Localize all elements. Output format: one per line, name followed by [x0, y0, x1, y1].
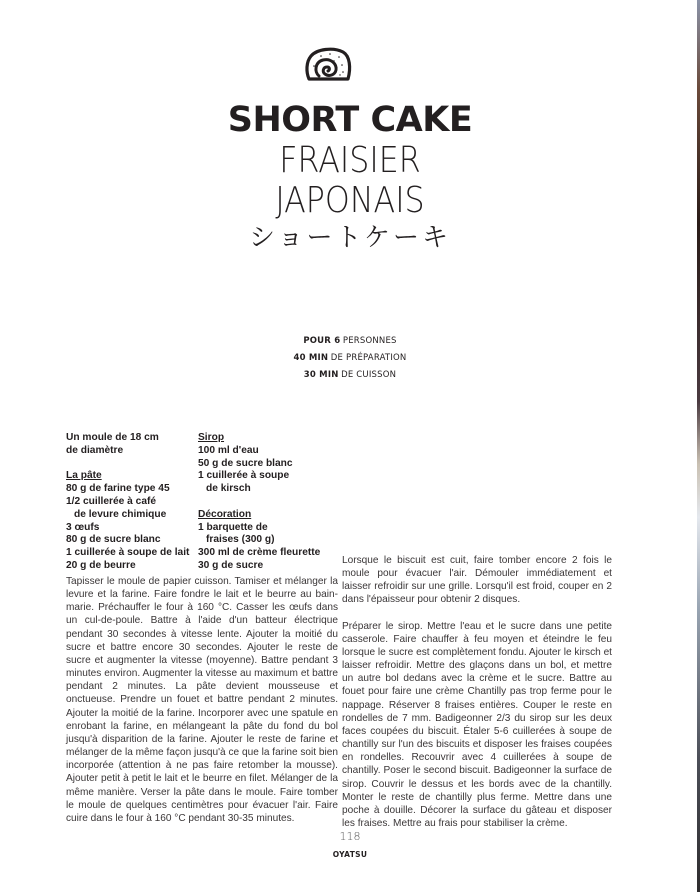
recipe-meta	[0, 332, 700, 383]
sirop-heading: Sirop	[198, 432, 225, 443]
cook-time-info	[0, 366, 700, 383]
ingredient-item: 300 ml de crème fleurette	[198, 547, 321, 559]
ingredient-item: 1 cuillerée à soupe	[198, 470, 290, 482]
ingredient-item: 80 g de sucre blanc	[66, 534, 161, 546]
prep-time-label: DE PRÉPARATION	[330, 353, 407, 363]
ingredients-left-column	[66, 432, 196, 573]
decoration-heading: Décoration	[198, 508, 252, 520]
instruction-paragraph: Lorsque le biscuit est cuit, faire tomber encore 2 fois le moule pour évacuer l'air. Démouler immédiatement et laisser refroidir sur une grille. Lorsqu'il est froid, couper en 2 dans l'épaisseur pour obtenir 2 disques.	[342, 555, 612, 606]
prep-time-info	[0, 349, 700, 366]
servings-label: PERSONNES	[342, 336, 397, 346]
mold-size: Un moule de 18 cm	[66, 432, 159, 443]
ingredient-item: de levure chimique	[74, 508, 167, 520]
ingredients-right-column	[198, 432, 348, 573]
ingredient-item: 80 g de farine type 45	[66, 483, 170, 495]
instructions-left-column	[66, 575, 338, 838]
page-number: 118	[339, 830, 361, 843]
recipe-title-main: SHORT CAKE	[227, 100, 473, 140]
instruction-paragraph: Préparer le sirop. Mettre l'eau et le sucre dans une petite casserole. Faire chauffer à feu moyen et éteindre le feu lorsque le sucre est complètement fondu. Ajouter le kirsch et laisser refroidir. Mettre des glaçons dans un bol, et mettre un autre bol dedans avec la crème et le sucre. Battre au fouet pour faire une crème Chantilly pas trop ferme pour le nappage. Réserver 8 fraises entières. Couper le reste en rondelles de 7 mm. Badigeonner 2/3 du sirop sur les deux faces coupées du biscuit. Étaler 5-6 cuillerées à soupe de chantilly sur l'un des biscuits et disposer les fraises coupées en rondelles. Recouvrir avec 4 cuillerées à soupe de chantilly. Poser le second biscuit. Badigeonner la surface de sirop. Couvrir le dessus et les bords avec de la chantilly. Monter le reste de chantilly plus ferme. Mettre dans une poche à douille. Décorer la surface du gâteau et disposer les fraises. Mettre au frais pour stabiliser la crème.	[342, 620, 612, 829]
ingredient-item: 30 g de sucre	[198, 559, 264, 571]
ingredient-item: 3 œufs	[66, 521, 100, 533]
ingredient-item: 1/2 cuillerée à café	[66, 495, 157, 507]
pate-heading: La pâte	[66, 470, 102, 482]
instruction-paragraph: Tapisser le moule de papier cuisson. Tamiser et mélanger la levure et la farine. Faire fondre le lait et le beurre au bain-marie. Préchauffer le four à 160 °C. Casser les œufs dans un cul-de-poule. Battre à l'aide d'un batteur électrique pendant 30 secondes à vitesse lente. Ajouter la moitié du sucre et battre encore 30 secondes. Ajouter le reste de sucre et augmenter la vitesse (moyenne). Battre pendant 3 minutes environ. Augmenter la vitesse au maximum et battre pendant 2 minutes. La pâte devient mousseuse et onctueuse. Prendre un fouet et battre pendant 2 minutes. Ajouter la moitié de la farine. Incorporer avec une spatule en enrobant la farine, en mélangeant la pâte du fond du bol jusqu'à disparition de la farine. Ajouter le reste de farine et mélanger de la même façon jusqu'à ce que la farine soit bien incorporée (attention à ne pas faire retomber la mousse). Ajouter petit à petit le lait et le beurre en filet. Mélanger de la même manière. Verser la pâte dans le moule. Faire tomber le moule de quelques centimètres pour évacuer l'air. Faire cuire dans le four à 160 °C pendant 30-35 minutes.	[66, 576, 338, 824]
book-section-title: OYATSU	[332, 850, 368, 859]
recipe-title-japanese: ショートケーキ	[249, 223, 451, 253]
ingredient-item: 50 g de sucre blanc	[198, 457, 293, 469]
cook-time-label: DE CUISSON	[341, 370, 397, 380]
ingredient-item: de kirsch	[206, 483, 251, 495]
cook-time-value: 30 MIN	[303, 370, 339, 380]
ingredient-item: 1 cuillerée à soupe de lait	[66, 547, 190, 559]
prep-time-value: 40 MIN	[293, 353, 329, 363]
swiss-roll-cake-icon	[303, 46, 353, 82]
ingredient-item: fraises (300 g)	[206, 534, 275, 546]
recipe-subtitle-line1: FRAISIER	[279, 140, 421, 181]
recipe-subtitle-line2: JAPONAIS	[275, 180, 425, 221]
ingredient-item: 100 ml d'eau	[198, 444, 259, 456]
ingredient-item: 20 g de beurre	[66, 559, 136, 571]
instructions-right-column	[342, 554, 612, 843]
servings-info	[0, 332, 700, 349]
ingredient-item: 1 barquette de	[198, 521, 268, 533]
mold-size-cont: de diamètre	[66, 444, 124, 456]
servings-count: POUR 6	[303, 336, 341, 346]
